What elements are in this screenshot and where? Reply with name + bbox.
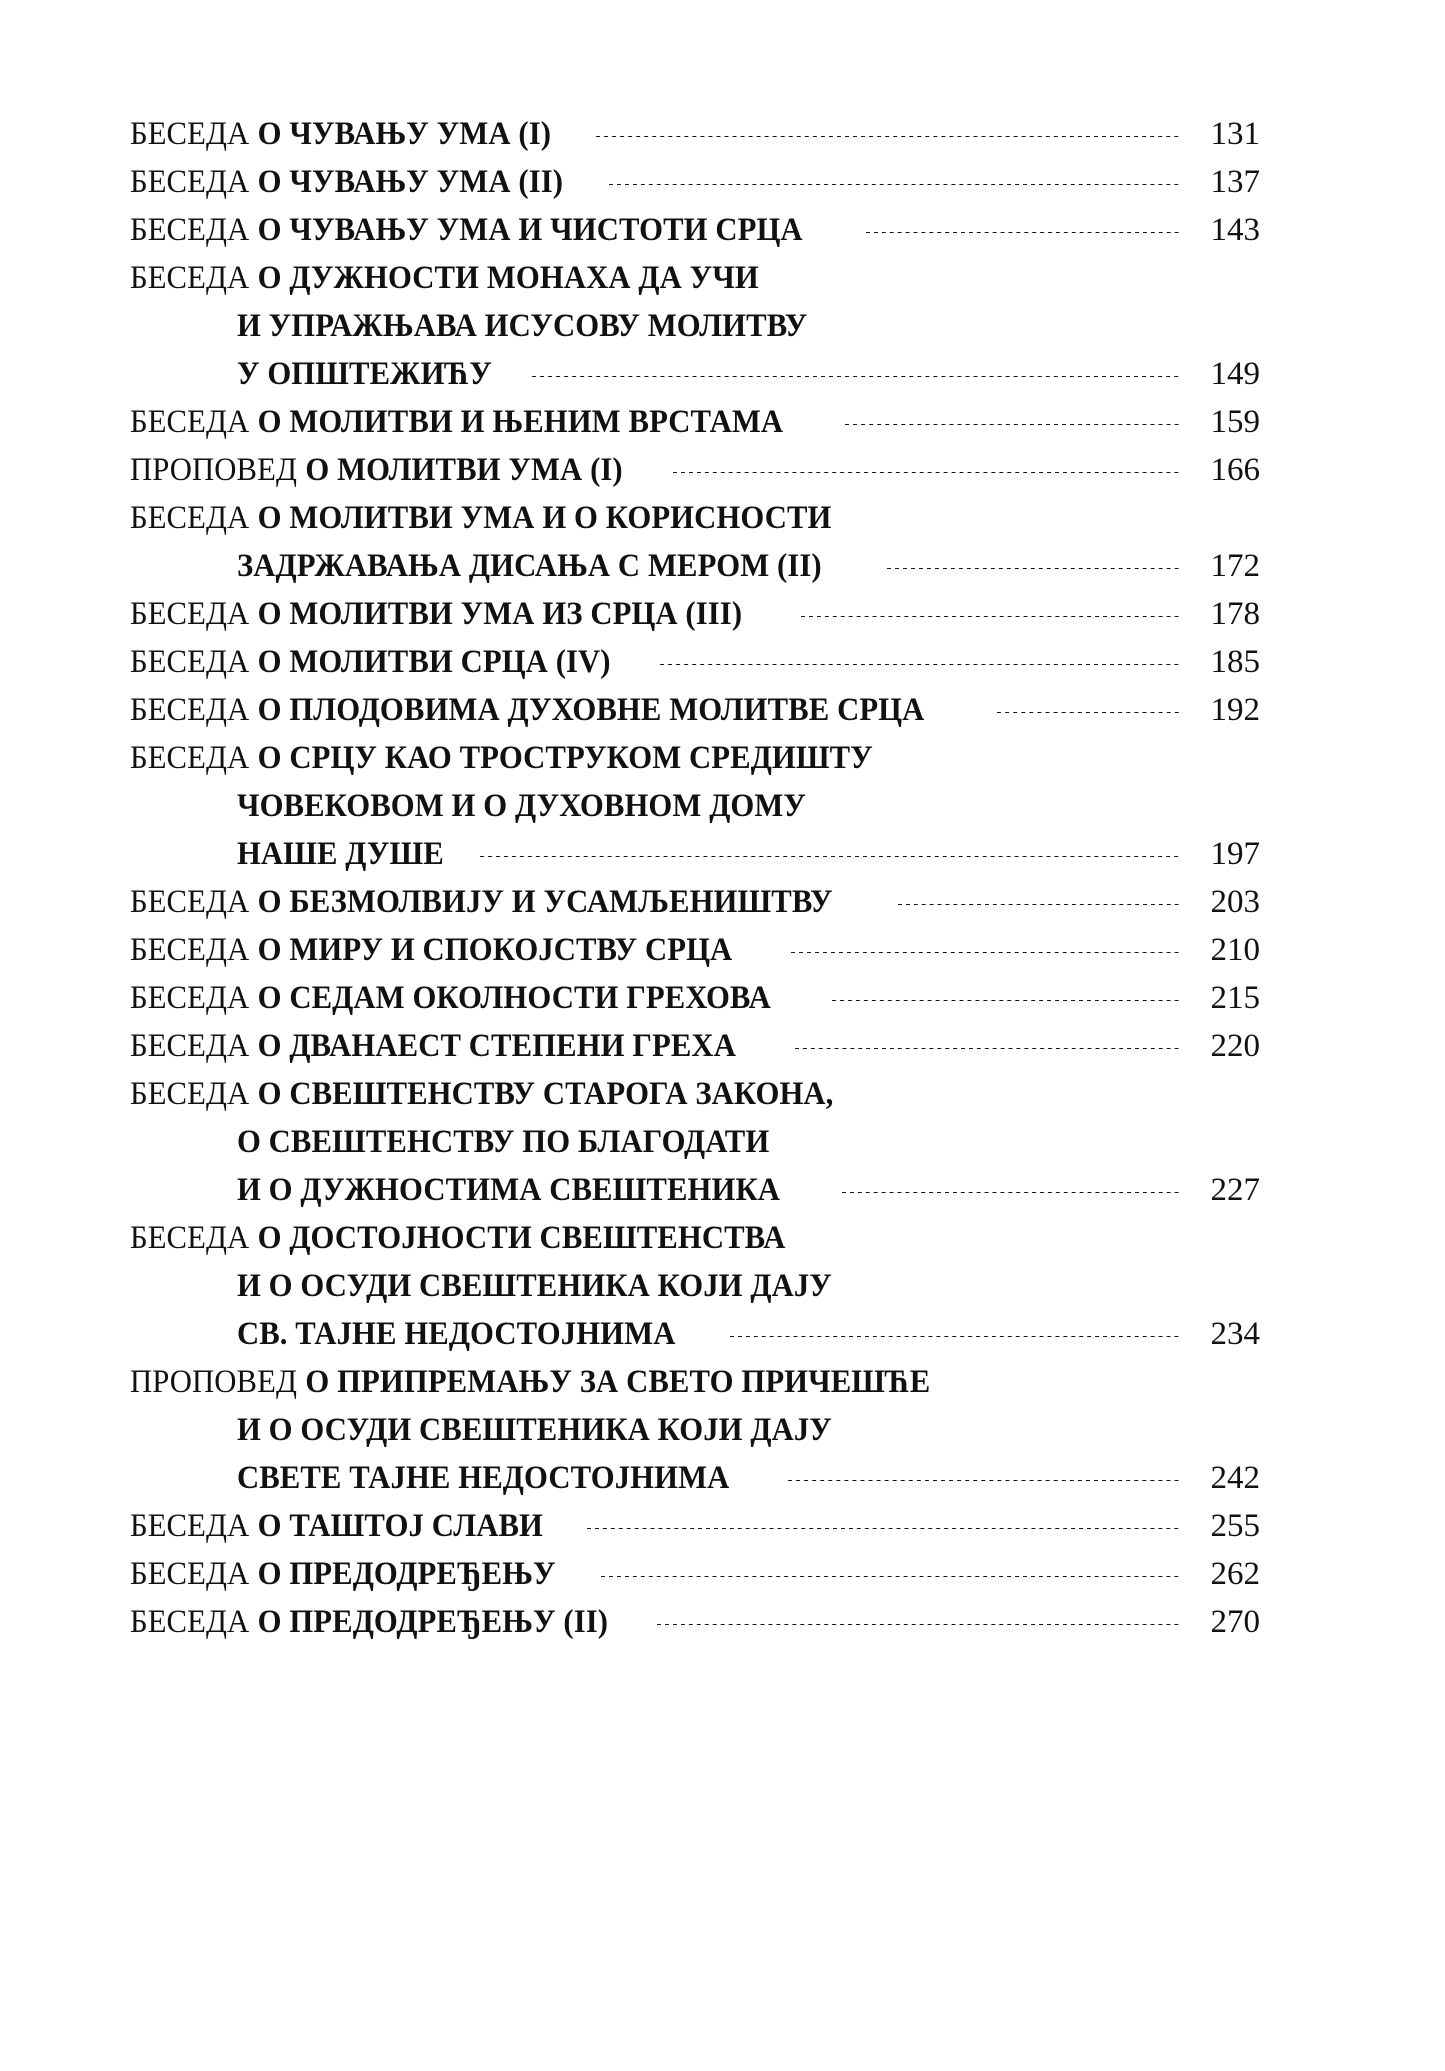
toc-page-number: 220 (1210, 1028, 1260, 1064)
toc-entry-text (130, 112, 551, 156)
toc-entry-line-first[interactable] (130, 688, 1260, 736)
toc-entry-title: СВ. ТАЈНЕ НЕДОСТОЈНИМА (236, 1316, 676, 1352)
toc-page-number: 242 (1210, 1460, 1260, 1496)
toc-entry-text (130, 640, 611, 684)
toc-entry-prefix: БЕСЕДА (130, 260, 250, 296)
toc-entry[interactable] (130, 1600, 1260, 1648)
toc-entry-title: И УПРАЖЊАВА ИСУСОВУ МОЛИТВУ (236, 308, 808, 344)
toc-entry[interactable] (130, 448, 1260, 496)
toc-entry[interactable] (130, 160, 1260, 208)
toc-entry-title: О ПРЕДОДРЕЂЕЊУ (II) (257, 1604, 609, 1640)
toc-entry-title: У ОПШТЕЖИЋУ (236, 356, 492, 392)
toc-entry[interactable] (130, 1552, 1260, 1600)
dot-leader (609, 184, 1179, 185)
toc-entry-prefix: БЕСЕДА (130, 212, 250, 248)
toc-page-number: 172 (1210, 548, 1260, 584)
toc-entry-text (130, 304, 807, 348)
dot-leader (596, 136, 1179, 137)
toc-entry-line-first[interactable] (130, 928, 1260, 976)
toc-entry-prefix: БЕСЕДА (130, 404, 250, 440)
toc-entry-line-continuation[interactable] (130, 784, 1260, 832)
toc-page-number: 270 (1210, 1604, 1260, 1640)
toc-entry-prefix: БЕСЕДА (130, 1076, 250, 1112)
toc-entry-line-continuation[interactable] (130, 1312, 1260, 1360)
toc-entry-title: О ПЛОДОВИМА ДУХОВНЕ МОЛИТВЕ СРЦА (257, 692, 925, 728)
toc-entry[interactable] (130, 688, 1260, 736)
toc-entry-prefix: ПРОПОВЕД (130, 452, 297, 488)
toc-entry-line-continuation[interactable] (130, 1456, 1260, 1504)
toc-entry-text (130, 592, 742, 636)
toc-page-number: 159 (1210, 404, 1260, 440)
toc-entry-text (130, 1264, 832, 1308)
dot-leader (801, 616, 1179, 617)
toc-entry-title: О БЕЗМОЛВИЈУ И УСАМЉЕНИШТВУ (257, 884, 833, 920)
dot-leader (866, 232, 1179, 233)
dot-leader (845, 424, 1179, 425)
toc-entry-text (130, 544, 822, 588)
toc-entry-line-continuation[interactable] (130, 544, 1260, 592)
toc-entry-text (130, 1168, 780, 1212)
toc-entry-prefix: БЕСЕДА (130, 500, 250, 536)
toc-entry-text (130, 1072, 833, 1116)
toc-page-number: 149 (1210, 356, 1260, 392)
toc-entry-text (130, 1552, 556, 1596)
toc-entry-line-first[interactable] (130, 640, 1260, 688)
toc-entry-text (130, 1216, 786, 1260)
toc-entry-line-first[interactable] (130, 592, 1260, 640)
toc-entry-title: О СРЦУ КАО ТРОСТРУКОМ СРЕДИШТУ (257, 740, 873, 776)
dot-leader (660, 664, 1179, 665)
toc-page-number: 185 (1210, 644, 1260, 680)
toc-entry-title: О МОЛИТВИ УМА И О КОРИСНОСТИ (257, 500, 832, 536)
dot-leader (795, 1048, 1179, 1049)
toc-entry-line-first[interactable] (130, 256, 1260, 304)
toc-entry-text (130, 400, 783, 444)
toc-entry-text (130, 1024, 736, 1068)
toc-entry-prefix: БЕСЕДА (130, 692, 250, 728)
toc-page-number: 178 (1210, 596, 1260, 632)
toc-entry[interactable] (130, 400, 1260, 448)
toc-entry[interactable] (130, 496, 1260, 592)
toc-entry-title: О ПРЕДОДРЕЂЕЊУ (257, 1556, 556, 1592)
toc-entry-prefix: БЕСЕДА (130, 644, 250, 680)
toc-entry-title: О СВЕШТЕНСТВУ ПО БЛАГОДАТИ (236, 1124, 770, 1160)
dot-leader (532, 376, 1179, 377)
toc-entry-text (130, 736, 873, 780)
dot-leader (842, 1192, 1179, 1193)
toc-entry-line-continuation[interactable] (130, 352, 1260, 400)
toc-entry[interactable] (130, 208, 1260, 256)
toc-page-number: 137 (1210, 164, 1260, 200)
toc-entry[interactable] (130, 112, 1260, 160)
dot-leader (898, 904, 1179, 905)
toc-entry-text (130, 688, 924, 732)
toc-entry-text (130, 1600, 608, 1644)
toc-entry-title: НАШЕ ДУШЕ (236, 836, 444, 872)
toc-entry[interactable] (130, 1504, 1260, 1552)
toc-entry-line-first[interactable] (130, 736, 1260, 784)
toc-entry-text (130, 1408, 832, 1452)
toc-entry-title: О СВЕШТЕНСТВУ СТАРОГА ЗАКОНА, (257, 1076, 834, 1112)
toc-entry-line-continuation[interactable] (130, 1408, 1260, 1456)
toc-entry-title: О ПРИПРЕМАЊУ ЗА СВЕТО ПРИЧЕШЋЕ (305, 1364, 931, 1400)
dot-leader (601, 1576, 1179, 1577)
toc-entry-line-first[interactable] (130, 160, 1260, 208)
toc-entry[interactable] (130, 976, 1260, 1024)
toc-page-number: 192 (1210, 692, 1260, 728)
toc-entry-line-continuation[interactable] (130, 1168, 1260, 1216)
toc-entry[interactable] (130, 1024, 1260, 1072)
toc-entry[interactable] (130, 1360, 1260, 1504)
toc-page-number: 234 (1210, 1316, 1260, 1352)
toc-entry-text (130, 1120, 769, 1164)
toc-entry-title: О СЕДАМ ОКОЛНОСТИ ГРЕХОВА (257, 980, 771, 1016)
toc-page-number: 143 (1210, 212, 1260, 248)
dot-leader (997, 712, 1179, 713)
dot-leader (673, 472, 1179, 473)
toc-entry-line-first[interactable] (130, 976, 1260, 1024)
toc-entry-prefix: БЕСЕДА (130, 1220, 250, 1256)
toc-entry-text (130, 1312, 675, 1356)
dot-leader (832, 1000, 1179, 1001)
toc-entry-line-first[interactable] (130, 400, 1260, 448)
toc-entry-prefix: БЕСЕДА (130, 1604, 250, 1640)
toc-entry-line-first[interactable] (130, 1024, 1260, 1072)
toc-entry-line-first[interactable] (130, 1360, 1260, 1408)
toc-entry-line-first[interactable] (130, 448, 1260, 496)
toc-entry-line-first[interactable] (130, 880, 1260, 928)
toc-entry-line-continuation[interactable] (130, 304, 1260, 352)
toc-entry-title: О ДВАНАЕСТ СТЕПЕНИ ГРЕХА (257, 1028, 736, 1064)
toc-entry-title: ЗАДРЖАВАЊА ДИСАЊА С МЕРОМ (II) (236, 548, 822, 584)
toc-entry-prefix: БЕСЕДА (130, 1028, 250, 1064)
toc-entry-title: И О ОСУДИ СВЕШТЕНИКА КОЈИ ДАЈУ (236, 1412, 832, 1448)
toc-entry-line-first[interactable] (130, 1600, 1260, 1648)
toc-entry-prefix: БЕСЕДА (130, 884, 250, 920)
toc-page-number: 203 (1210, 884, 1260, 920)
toc-entry-line-first[interactable] (130, 1504, 1260, 1552)
toc-entry-title: О МОЛИТВИ УМА (I) (305, 452, 623, 488)
toc-page-number: 227 (1210, 1172, 1260, 1208)
toc-entry-text (130, 256, 759, 300)
dot-leader (730, 1336, 1179, 1337)
dot-leader (480, 856, 1179, 857)
toc-entry-text (130, 928, 732, 972)
toc-entry-prefix: БЕСЕДА (130, 116, 250, 152)
toc-entry-text (130, 1504, 543, 1548)
toc-page-number: 215 (1210, 980, 1260, 1016)
toc-entry-line-continuation[interactable] (130, 832, 1260, 880)
toc-entry-prefix: ПРОПОВЕД (130, 1364, 297, 1400)
toc-entry-text (130, 496, 831, 540)
table-of-contents (130, 112, 1260, 1648)
toc-entry-title: О МОЛИТВИ СРЦА (IV) (257, 644, 611, 680)
dot-leader (587, 1528, 1179, 1529)
toc-entry-title: О ЧУВАЊУ УМА И ЧИСТОТИ СРЦА (257, 212, 803, 248)
toc-entry-line-continuation[interactable] (130, 1120, 1260, 1168)
toc-entry-text (130, 880, 833, 924)
toc-entry-line-first[interactable] (130, 496, 1260, 544)
toc-entry-prefix: БЕСЕДА (130, 164, 250, 200)
toc-entry-prefix: БЕСЕДА (130, 1508, 250, 1544)
toc-entry[interactable] (130, 592, 1260, 640)
toc-entry-text (130, 784, 806, 828)
toc-entry-title: И О ОСУДИ СВЕШТЕНИКА КОЈИ ДАЈУ (236, 1268, 832, 1304)
dot-leader (887, 568, 1179, 569)
toc-page-number: 210 (1210, 932, 1260, 968)
toc-entry-title: ЧОВЕКОВОМ И О ДУХОВНОМ ДОМУ (236, 788, 807, 824)
toc-entry-title: О ДОСТОЈНОСТИ СВЕШТЕНСТВА (257, 1220, 786, 1256)
toc-entry-text (130, 160, 563, 204)
toc-entry-prefix: БЕСЕДА (130, 980, 250, 1016)
toc-entry[interactable] (130, 880, 1260, 928)
toc-page-number: 166 (1210, 452, 1260, 488)
toc-entry-line-first[interactable] (130, 1552, 1260, 1600)
toc-entry-line-first[interactable] (130, 1072, 1260, 1120)
toc-entry-title: И О ДУЖНОСТИМА СВЕШТЕНИКА (236, 1172, 781, 1208)
toc-entry-title: О МОЛИТВИ УМА ИЗ СРЦА (III) (257, 596, 743, 632)
toc-entry-text (130, 1456, 729, 1500)
toc-page-number: 197 (1210, 836, 1260, 872)
dot-leader (657, 1624, 1179, 1625)
toc-entry[interactable] (130, 1216, 1260, 1360)
toc-entry-title: СВЕТЕ ТАЈНЕ НЕДОСТОЈНИМА (236, 1460, 730, 1496)
toc-entry-title: О МИРУ И СПОКОЈСТВУ СРЦА (257, 932, 733, 968)
dot-leader (788, 1480, 1180, 1481)
toc-entry-prefix: БЕСЕДА (130, 932, 250, 968)
toc-page-number: 255 (1210, 1508, 1260, 1544)
toc-entry[interactable] (130, 1072, 1260, 1216)
toc-entry-line-first[interactable] (130, 1216, 1260, 1264)
toc-entry-text (130, 352, 492, 396)
toc-entry-prefix: БЕСЕДА (130, 740, 250, 776)
toc-entry-text (130, 448, 623, 492)
dot-leader (791, 952, 1179, 953)
toc-entry-title: О ДУЖНОСТИ МОНАХА ДА УЧИ (257, 260, 759, 296)
toc-entry-line-continuation[interactable] (130, 1264, 1260, 1312)
toc-entry-line-first[interactable] (130, 112, 1260, 160)
toc-entry-text (130, 208, 803, 252)
toc-page-number: 131 (1210, 116, 1260, 152)
toc-entry-prefix: БЕСЕДА (130, 1556, 250, 1592)
toc-entry-line-first[interactable] (130, 208, 1260, 256)
toc-entry-text (130, 832, 444, 876)
toc-entry-text (130, 1360, 930, 1404)
toc-entry[interactable] (130, 736, 1260, 880)
toc-entry-title: О ЧУВАЊУ УМА (II) (257, 164, 564, 200)
toc-entry-title: О МОЛИТВИ И ЊЕНИМ ВРСТАМА (257, 404, 784, 440)
toc-entry[interactable] (130, 640, 1260, 688)
toc-entry[interactable] (130, 256, 1260, 400)
toc-entry-text (130, 976, 771, 1020)
toc-entry-title: О ТАШТОЈ СЛАВИ (257, 1508, 543, 1544)
toc-entry-title: О ЧУВАЊУ УМА (I) (257, 116, 552, 152)
toc-entry-prefix: БЕСЕДА (130, 596, 250, 632)
toc-page-number: 262 (1210, 1556, 1260, 1592)
toc-entry[interactable] (130, 928, 1260, 976)
